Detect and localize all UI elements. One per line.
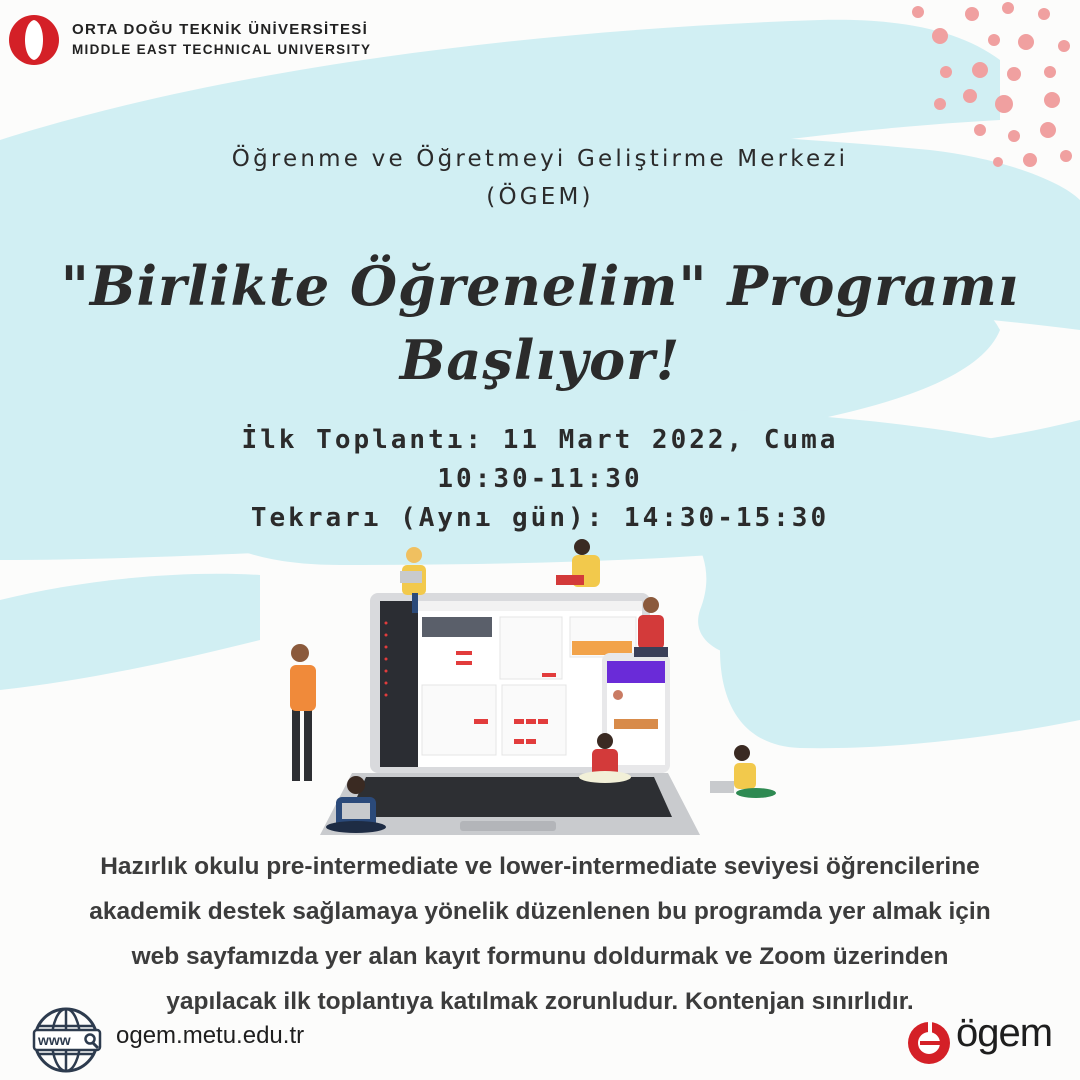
online-learning-illustration bbox=[270, 535, 790, 855]
ogem-logo-icon bbox=[906, 1020, 952, 1066]
description-line1: Hazırlık okulu pre-intermediate ve lower-intermediate seviyesi öğrencilerine bbox=[100, 853, 980, 880]
person-standing bbox=[290, 644, 316, 781]
center-abbreviation: (ÖGEM) bbox=[486, 184, 594, 210]
meeting-time: 10:30-11:30 bbox=[437, 464, 643, 494]
meeting-date: İlk Toplantı: 11 Mart 2022, Cuma bbox=[241, 425, 839, 455]
repeat-time: Tekrarı (Aynı gün): 14:30-15:30 bbox=[250, 503, 830, 533]
globe-www-search-icon bbox=[32, 1006, 106, 1074]
metu-logo-icon bbox=[8, 14, 60, 66]
www-label: www bbox=[38, 1032, 71, 1048]
ogem-wordmark: ögem bbox=[956, 1011, 1053, 1055]
center-name: Öğrenme ve Öğretmeyi Geliştirme Merkezi bbox=[231, 146, 849, 172]
description-line2: akademik destek sağlamaya yönelik düzenlenen bu programda yer almak için bbox=[89, 898, 991, 925]
university-name-en: MIDDLE EAST TECHNICAL UNIVERSITY bbox=[72, 42, 372, 57]
headline-line2: Başlıyor! bbox=[399, 328, 681, 392]
description-line3: web sayfamızda yer alan kayıt formunu doldurmak ve Zoom üzerinden bbox=[131, 943, 949, 970]
description-line4: yapılacak ilk toplantıya katılmak zorunludur. Kontenjan sınırlıdır. bbox=[166, 988, 914, 1015]
website-link[interactable]: ogem.metu.edu.tr bbox=[116, 1022, 305, 1049]
headline-line1: "Birlikte Öğrenelim" Programı bbox=[60, 254, 1020, 318]
university-name-tr: ORTA DOĞU TEKNİK ÜNİVERSİTESİ bbox=[72, 21, 369, 38]
